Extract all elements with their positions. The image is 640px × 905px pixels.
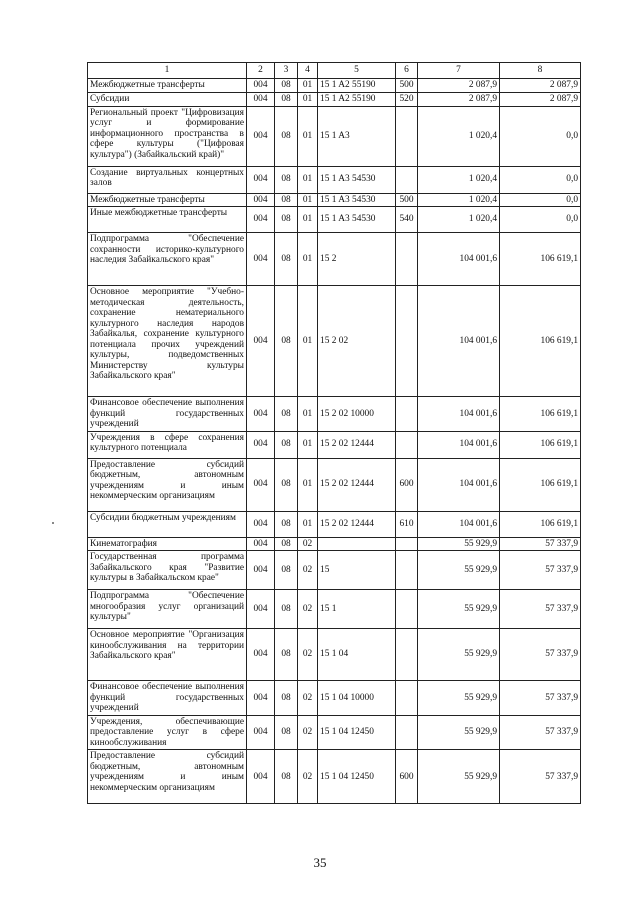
row-value-cell: 15 1 04 [318,629,396,681]
row-value-cell: 104 001,6 [418,458,500,511]
row-value-cell: 106 619,1 [500,233,581,286]
row-name-cell: Учреждения в сфере сохранения культурного потенциала [88,431,247,458]
row-value-cell: 01 [298,207,318,233]
row-value-cell: 08 [275,397,298,432]
row-value-cell: 004 [247,106,275,166]
row-value-cell: 004 [247,286,275,397]
budget-table [87,62,581,804]
row-value-cell: 15 1 04 10000 [318,681,396,716]
row-value-cell: 08 [275,629,298,681]
row-value-cell [396,681,418,716]
row-value-cell: 004 [247,511,275,537]
row-value-cell: 106 619,1 [500,397,581,432]
table-row [88,286,581,397]
row-value-cell: 57 337,9 [500,681,581,716]
row-value-cell: 08 [275,431,298,458]
row-value-cell: 104 001,6 [418,233,500,286]
table-row [88,79,581,93]
row-value-cell: 02 [298,750,318,804]
row-value-cell: 0,0 [500,106,581,166]
row-name-cell: Основное мероприятие "Учебно-методическая деятельность, сохранение нематериального культурного наследия народов Забайкалья, сохранение культурного потенциала прочих учреждений культуры, подведомственных Министерству культуры Забайкальского края" [88,286,247,397]
row-value-cell: 57 337,9 [500,629,581,681]
header-cell: 8 [500,63,581,79]
row-value-cell: 500 [396,193,418,207]
row-value-cell: 55 929,9 [418,537,500,551]
row-name-cell: Субсидии [88,92,247,106]
row-value-cell: 15 1 A3 [318,106,396,166]
row-value-cell: 08 [275,79,298,93]
row-value-cell: 08 [275,92,298,106]
row-value-cell: 08 [275,166,298,193]
row-value-cell: 15 1 A2 55190 [318,92,396,106]
row-value-cell [396,233,418,286]
row-value-cell [396,629,418,681]
row-value-cell: 55 929,9 [418,629,500,681]
table-row [88,92,581,106]
row-value-cell: 2 087,9 [500,79,581,93]
table-row [88,537,581,551]
row-name-cell: Основное мероприятие "Организация кинообслуживания на территории Забайкальского края" [88,629,247,681]
row-value-cell: 2 087,9 [418,92,500,106]
table-row [88,511,581,537]
row-name-cell: Создание виртуальных концертных залов [88,166,247,193]
header-cell: 5 [318,63,396,79]
row-value-cell: 08 [275,106,298,166]
margin-mark [52,522,54,524]
row-value-cell: 500 [396,79,418,93]
header-cell: 2 [247,63,275,79]
row-value-cell: 01 [298,431,318,458]
row-value-cell [396,715,418,750]
table-row [88,106,581,166]
row-value-cell: 57 337,9 [500,551,581,590]
row-value-cell: 004 [247,233,275,286]
row-value-cell: 01 [298,79,318,93]
row-name-cell: Учреждения, обеспечивающие предоставление услуг в сфере кинообслуживания [88,715,247,750]
row-value-cell: 004 [247,207,275,233]
row-value-cell: 15 2 02 12444 [318,511,396,537]
row-value-cell: 08 [275,207,298,233]
table-row [88,629,581,681]
row-name-cell: Предоставление субсидий бюджетным, автономным учреждениям и иным некоммерческим организациям [88,750,247,804]
row-value-cell: 610 [396,511,418,537]
row-value-cell: 08 [275,193,298,207]
row-value-cell: 106 619,1 [500,431,581,458]
table-row [88,750,581,804]
row-value-cell: 540 [396,207,418,233]
row-value-cell: 08 [275,551,298,590]
table-row [88,166,581,193]
row-value-cell: 02 [298,629,318,681]
row-value-cell: 004 [247,92,275,106]
row-value-cell: 57 337,9 [500,537,581,551]
row-value-cell: 2 087,9 [418,79,500,93]
row-value-cell: 02 [298,590,318,629]
table-row [88,207,581,233]
row-value-cell: 15 2 02 [318,286,396,397]
row-value-cell: 55 929,9 [418,551,500,590]
row-value-cell: 55 929,9 [418,750,500,804]
table-row [88,551,581,590]
row-value-cell [396,590,418,629]
row-value-cell: 15 1 A3 54530 [318,207,396,233]
header-cell: 3 [275,63,298,79]
row-value-cell [396,551,418,590]
row-value-cell: 08 [275,511,298,537]
header-cell: 7 [418,63,500,79]
row-name-cell: Межбюджетные трансферты [88,79,247,93]
row-value-cell: 08 [275,750,298,804]
row-name-cell: Финансовое обеспечение выполнения функций государственных учреждений [88,681,247,716]
row-value-cell: 0,0 [500,166,581,193]
row-value-cell: 01 [298,511,318,537]
row-value-cell: 1 020,4 [418,193,500,207]
row-value-cell: 004 [247,750,275,804]
row-value-cell: 004 [247,715,275,750]
row-value-cell: 004 [247,590,275,629]
row-value-cell [396,537,418,551]
row-value-cell: 004 [247,681,275,716]
header-cell: 6 [396,63,418,79]
row-value-cell: 15 2 02 12444 [318,458,396,511]
row-value-cell: 104 001,6 [418,397,500,432]
row-value-cell [396,166,418,193]
row-value-cell: 106 619,1 [500,286,581,397]
row-value-cell: 01 [298,166,318,193]
row-value-cell: 0,0 [500,193,581,207]
row-value-cell: 57 337,9 [500,750,581,804]
row-value-cell: 08 [275,715,298,750]
row-value-cell: 106 619,1 [500,511,581,537]
row-value-cell: 004 [247,629,275,681]
row-value-cell [396,397,418,432]
table-body [88,63,581,804]
row-value-cell: 02 [298,537,318,551]
row-name-cell: Межбюджетные трансферты [88,193,247,207]
header-cell: 1 [88,63,247,79]
row-value-cell: 004 [247,431,275,458]
row-value-cell: 0,0 [500,207,581,233]
row-value-cell: 15 [318,551,396,590]
row-value-cell: 08 [275,233,298,286]
row-value-cell: 104 001,6 [418,431,500,458]
row-value-cell: 57 337,9 [500,715,581,750]
row-value-cell: 004 [247,79,275,93]
row-value-cell: 004 [247,397,275,432]
row-value-cell: 15 1 04 12450 [318,715,396,750]
row-value-cell: 2 087,9 [500,92,581,106]
table-row [88,715,581,750]
row-value-cell: 106 619,1 [500,458,581,511]
row-value-cell: 01 [298,106,318,166]
row-value-cell: 600 [396,750,418,804]
row-value-cell: 15 1 04 12450 [318,750,396,804]
row-value-cell: 08 [275,590,298,629]
row-value-cell: 15 2 [318,233,396,286]
table-row [88,681,581,716]
row-value-cell: 15 1 A2 55190 [318,79,396,93]
row-value-cell: 02 [298,551,318,590]
row-value-cell: 02 [298,715,318,750]
row-value-cell: 01 [298,233,318,286]
row-value-cell: 004 [247,537,275,551]
row-value-cell: 104 001,6 [418,511,500,537]
row-value-cell: 1 020,4 [418,106,500,166]
row-value-cell: 004 [247,193,275,207]
row-value-cell: 08 [275,286,298,397]
table-row [88,590,581,629]
row-name-cell: Региональный проект "Цифровизация услуг и формирование информационного пространства в сфере культуры ("Цифровая культура") (Забайкальский край)" [88,106,247,166]
row-value-cell: 004 [247,551,275,590]
row-value-cell: 01 [298,92,318,106]
row-value-cell: 08 [275,458,298,511]
row-name-cell: Кинематография [88,537,247,551]
row-value-cell: 01 [298,458,318,511]
row-value-cell: 02 [298,681,318,716]
table-row [88,431,581,458]
row-name-cell: Предоставление субсидий бюджетным, автономным учреждениям и иным некоммерческим организациям [88,458,247,511]
row-value-cell: 08 [275,681,298,716]
table-row [88,233,581,286]
row-value-cell: 004 [247,166,275,193]
row-name-cell: Иные межбюджетные трансферты [88,207,247,233]
row-value-cell: 15 1 A3 54530 [318,166,396,193]
row-value-cell: 55 929,9 [418,715,500,750]
row-value-cell: 520 [396,92,418,106]
row-name-cell: Государственная программа Забайкальского края "Развитие культуры в Забайкальском крае" [88,551,247,590]
row-value-cell: 01 [298,286,318,397]
row-value-cell: 1 020,4 [418,166,500,193]
row-value-cell [396,431,418,458]
row-value-cell: 600 [396,458,418,511]
table-header-row [88,63,581,79]
row-value-cell: 15 2 02 12444 [318,431,396,458]
row-name-cell: Подпрограмма "Обеспечение сохранности историко-культурного наследия Забайкальского края" [88,233,247,286]
row-value-cell: 08 [275,537,298,551]
row-value-cell: 01 [298,397,318,432]
row-value-cell: 004 [247,458,275,511]
row-value-cell: 55 929,9 [418,681,500,716]
row-value-cell: 55 929,9 [418,590,500,629]
row-name-cell: Подпрограмма "Обеспечение многообразия услуг организаций культуры" [88,590,247,629]
table-row [88,397,581,432]
row-value-cell: 15 1 [318,590,396,629]
row-value-cell: 1 020,4 [418,207,500,233]
row-name-cell: Субсидии бюджетным учреждениям [88,511,247,537]
row-value-cell: 15 2 02 10000 [318,397,396,432]
row-value-cell: 104 001,6 [418,286,500,397]
row-name-cell: Финансовое обеспечение выполнения функций государственных учреждений [88,397,247,432]
row-value-cell [396,286,418,397]
page-number: 35 [313,855,327,870]
row-value-cell: 15 1 A3 54530 [318,193,396,207]
row-value-cell [318,537,396,551]
table-row [88,193,581,207]
header-cell: 4 [298,63,318,79]
row-value-cell: 01 [298,193,318,207]
row-value-cell [396,106,418,166]
row-value-cell: 57 337,9 [500,590,581,629]
table-row [88,458,581,511]
